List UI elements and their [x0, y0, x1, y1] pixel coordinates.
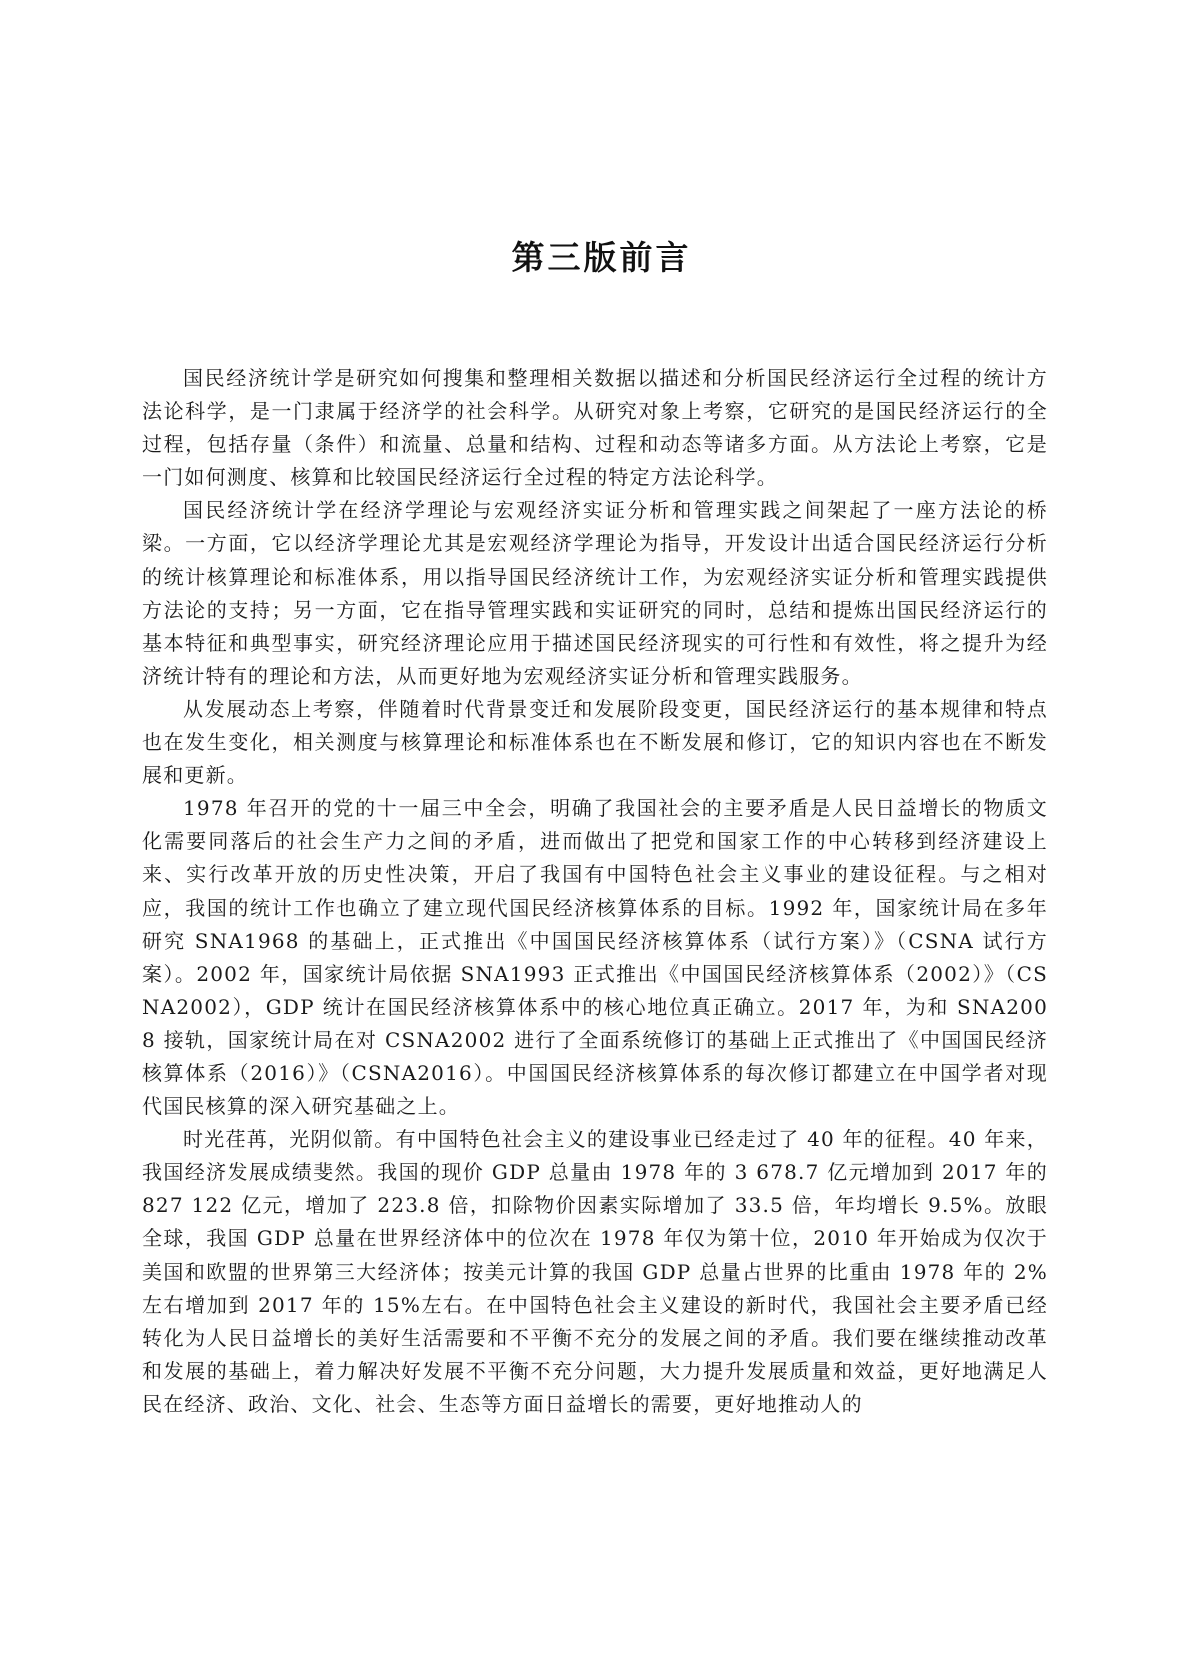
paragraph-3: 从发展动态上考察，伴随着时代背景变迁和发展阶段变更，国民经济运行的基本规律和特点也在发生变化，相关测度与核算理论和标准体系也在不断发展和修订，它的知识内容也在不断发展和更新。	[142, 696, 1048, 788]
preface-body	[142, 362, 1048, 1421]
paragraph-2: 国民经济统计学在经济学理论与宏观经济实证分析和管理实践之间架起了一座方法论的桥梁。一方面，它以经济学理论尤其是宏观经济学理论为指导，开发设计出适合国民经济运行分析的统计核算理论和标准体系，用以指导国民经济统计工作，为宏观经济实证分析和管理实践提供方法论的支持；另一方面，它在指导管理实践和实证研究的同时，总结和提炼出国民经济运行的基本特征和典型事实，研究经济理论应用于描述国民经济现实的可行性和有效性，将之提升为经济统计特有的理论和方法，从而更好地为宏观经济实证分析和管理实践服务。	[142, 498, 1048, 688]
paragraph-4: 1978 年召开的党的十一届三中全会，明确了我国社会的主要矛盾是人民日益增长的物质文化需要同落后的社会生产力之间的矛盾，进而做出了把党和国家工作的中心转移到经济建设上来、实行改革开放的历史性决策，开启了我国有中国特色社会主义事业的建设征程。与之相对应，我国的统计工作也确立了建立现代国民经济核算体系的目标。1992 年，国家统计局在多年研究 SNA1968 的基础上，正式推出《中国国民经济核算体系（试行方案）》（CSNA 试行方案）。2002 年，国家统计局依据 SNA1993 正式推出《中国国民经济核算体系（2002）》（CSNA2002），GDP 统计在国民经济核算体系中的核心地位真正确立。2017 年，为和 SNA2008 接轨，国家统计局在对 CSNA2002 进行了全面系统修订的基础上正式推出了《中国国民经济核算体系（2016）》（CSNA2016）。中国国民经济核算体系的每次修订都建立在中国学者对现代国民核算的深入研究基础之上。	[142, 796, 1048, 1119]
page-title: 第三版前言	[511, 238, 692, 277]
paragraph-1: 国民经济统计学是研究如何搜集和整理相关数据以描述和分析国民经济运行全过程的统计方法论科学，是一门隶属于经济学的社会科学。从研究对象上考察，它研究的是国民经济运行的全过程，包括存量（条件）和流量、总量和结构、过程和动态等诸多方面。从方法论上考察，它是一门如何测度、核算和比较国民经济运行全过程的特定方法论科学。	[142, 366, 1048, 490]
paragraph-5: 时光荏苒，光阴似箭。有中国特色社会主义的建设事业已经走过了 40 年的征程。40 年来，我国经济发展成绩斐然。我国的现价 GDP 总量由 1978 年的 3 678.7 亿元增加到 2017 年的 827 122 亿元，增加了 223.8 倍，扣除物价因素实际增加了 33.5 倍，年均增长 9.5%。放眼全球，我国 GDP 总量在世界经济体中的位次在 1978 年仅为第十位，2010 年开始成为仅次于美国和欧盟的世界第三大经济体；按美元计算的我国 GDP 总量占世界的比重由 1978 年的 2%左右增加到 2017 年的 15%左右。在中国特色社会主义建设的新时代，我国社会主要矛盾已经转化为人民日益增长的美好生活需要和不平衡不充分的发展之间的矛盾。我们要在继续推动改革和发展的基础上，着力解决好发展不平衡不充分问题，大力提升发展质量和效益，更好地满足人民在经济、政治、文化、社会、生态等方面日益增长的需要，更好地推动人的	[142, 1127, 1048, 1416]
